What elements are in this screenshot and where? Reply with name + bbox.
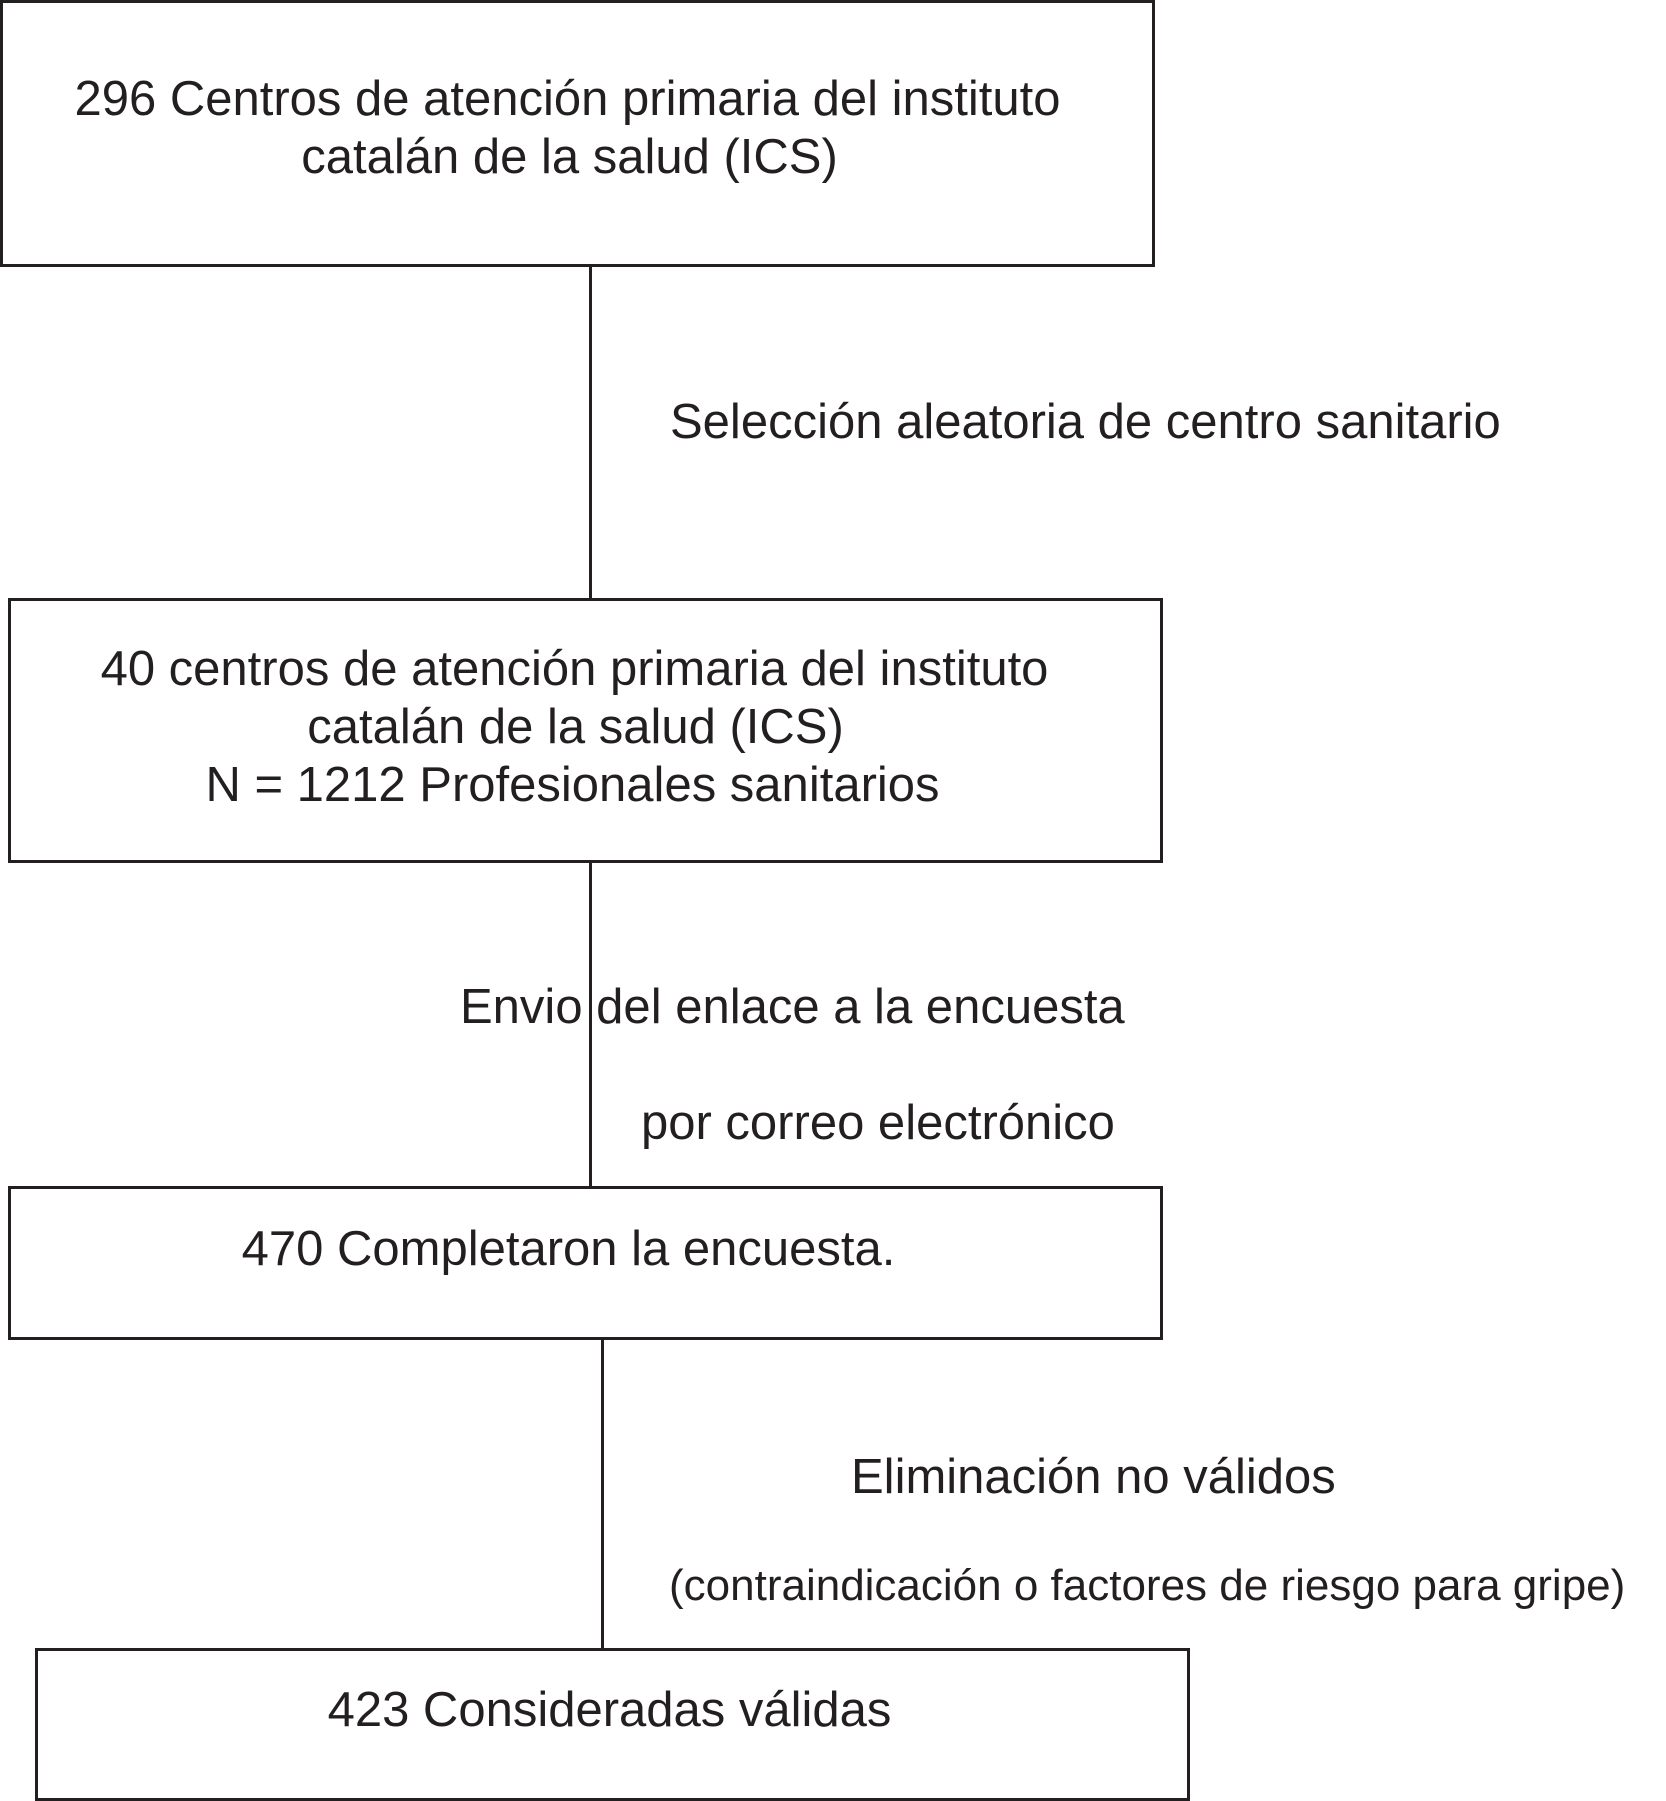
box-text-line: 296 Centros de atención primaria del instituto (74, 72, 1061, 126)
flow-box-selected-centers (8, 598, 1163, 863)
flow-box-completed-survey (8, 1186, 1163, 1340)
box-text-line: 470 Completaron la encuesta. (241, 1222, 896, 1276)
step-label-remove-invalid: Eliminación no válidos (851, 1450, 1336, 1504)
step-label-email-channel: por correo electrónico (641, 1096, 1115, 1150)
box-text-line: 423 Consideradas válidas (327, 1683, 892, 1737)
connector-line-3 (601, 1337, 604, 1650)
step-label-random-selection: Selección aleatoria de centro sanitario (670, 395, 1501, 449)
box-text-line: 40 centros de atención primaria del instituto (100, 642, 1049, 696)
flow-box-valid-responses (35, 1648, 1190, 1801)
step-label-exclusion-reason: (contraindicación o factores de riesgo para gripe) (669, 1561, 1626, 1610)
box-text-line: catalán de la salud (ICS) (307, 700, 844, 754)
box-text-line: catalán de la salud (ICS) (301, 130, 838, 184)
box-text-line: N = 1212 Profesionales sanitarios (205, 758, 940, 812)
step-label-email-link: Envio del enlace a la encuesta (460, 980, 1125, 1034)
connector-line-1 (589, 264, 592, 600)
flow-box-initial-centers (0, 0, 1155, 267)
